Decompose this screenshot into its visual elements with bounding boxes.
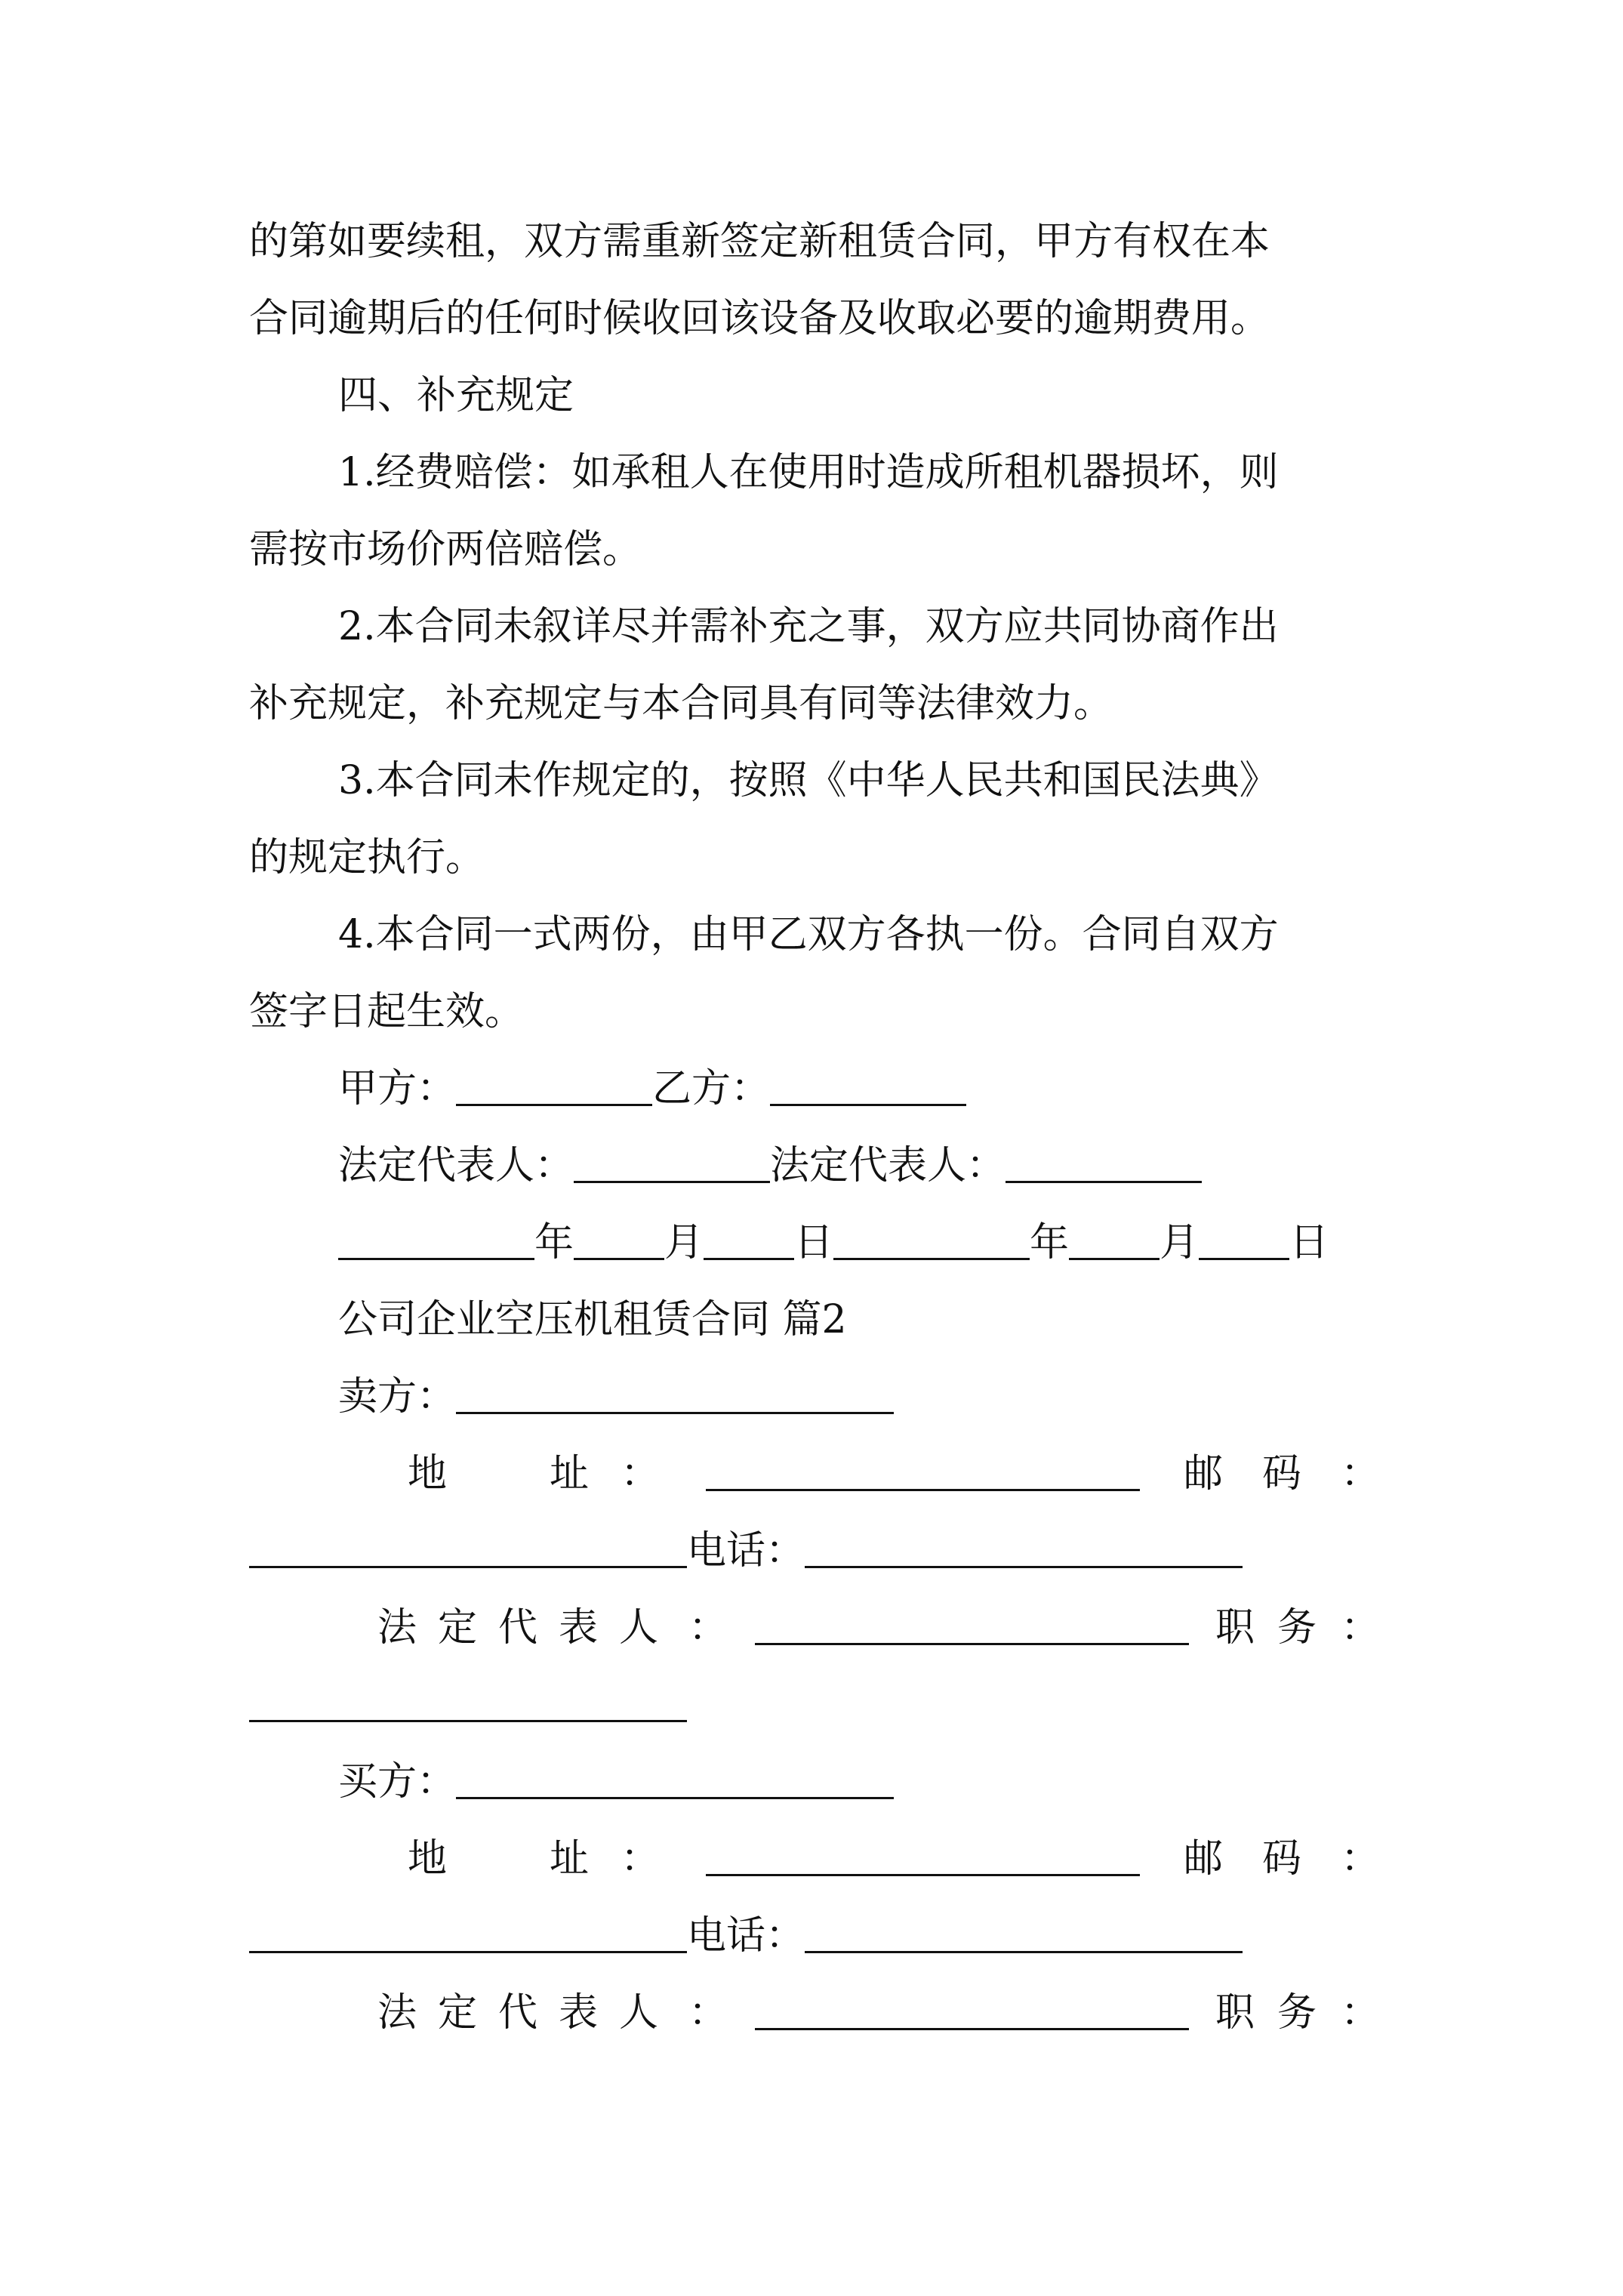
legal-rep-b-label: 法定代表人： — [770, 1143, 1006, 1188]
signature-legal-reps — [338, 1143, 1202, 1188]
section-heading: 四、补充规定 — [338, 373, 574, 418]
year-label: 年 — [534, 1220, 574, 1265]
legal-rep-char: 代 — [498, 1990, 538, 2036]
body-line: 的第如要续租，双方需重新签定新租赁合同，甲方有权在本 — [249, 219, 1270, 264]
party-b-label: 乙方： — [652, 1066, 771, 1111]
body-line: 需按市场价两倍赔偿。 — [249, 527, 642, 572]
signature-dates — [338, 1220, 1329, 1265]
legal-rep-char: 人 — [619, 1990, 659, 2036]
legal-rep-char: ： — [688, 1990, 728, 2036]
postcode-char: 码 — [1262, 1451, 1302, 1496]
party-b-blank[interactable] — [770, 1066, 966, 1106]
buyer-line — [338, 1759, 894, 1804]
address-char: ： — [621, 1451, 661, 1496]
clause-3: 3.本合同未作规定的，按照《中华人民共和国民法典》 — [338, 758, 1279, 803]
address-char: ： — [621, 1836, 661, 1881]
buyer-phone-blank[interactable] — [805, 1913, 1243, 1953]
section-title: 公司企业空压机租赁合同 篇2 — [338, 1297, 847, 1342]
party-a-label: 甲方： — [338, 1066, 457, 1111]
position-char: ： — [1341, 1990, 1381, 2036]
legal-rep-char: 代 — [498, 1605, 538, 1650]
month-label: 月 — [1160, 1220, 1200, 1265]
month-b-blank[interactable] — [1069, 1220, 1160, 1260]
legal-rep-char: 法 — [377, 1605, 417, 1650]
day-label: 日 — [1289, 1220, 1329, 1265]
seller-line — [338, 1374, 894, 1419]
body-line: 的规定执行。 — [249, 835, 485, 880]
day-label: 日 — [794, 1220, 834, 1265]
seller-phone-line — [249, 1528, 1243, 1573]
address-char: 址 — [550, 1836, 590, 1881]
day-b-blank[interactable] — [1199, 1220, 1289, 1260]
position-char: 务 — [1277, 1605, 1317, 1650]
clause-2: 2.本合同未叙详尽并需补充之事，双方应共同协商作出 — [338, 604, 1279, 649]
year-label: 年 — [1030, 1220, 1070, 1265]
position-char: 职 — [1215, 1990, 1255, 2036]
month-a-blank[interactable] — [574, 1220, 664, 1260]
body-line: 补充规定，补充规定与本合同具有同等法律效力。 — [249, 681, 1113, 726]
address-char: 址 — [550, 1451, 590, 1496]
seller-postcode-blank[interactable] — [249, 1528, 687, 1568]
party-a-blank[interactable] — [456, 1066, 652, 1106]
legal-rep-char: 表 — [559, 1990, 599, 2036]
legal-rep-b-blank[interactable] — [1006, 1143, 1202, 1183]
buyer-legal-rep-blank[interactable] — [755, 1990, 1189, 2030]
postcode-char: 码 — [1262, 1836, 1302, 1881]
year-a-blank[interactable] — [338, 1220, 534, 1260]
year-b-blank[interactable] — [833, 1220, 1030, 1260]
position-char: ： — [1341, 1605, 1381, 1650]
postcode-char: ： — [1341, 1451, 1381, 1496]
postcode-char: ： — [1341, 1836, 1381, 1881]
buyer-phone-line — [249, 1913, 1243, 1959]
month-label: 月 — [664, 1220, 704, 1265]
buyer-address-blank[interactable] — [706, 1836, 1140, 1876]
position-char: 务 — [1277, 1990, 1317, 2036]
buyer-address-line — [0, 1836, 1623, 1881]
postcode-char: 邮 — [1184, 1451, 1224, 1496]
buyer-blank[interactable] — [456, 1759, 894, 1799]
body-line: 合同逾期后的任何时候收回该设备及收取必要的逾期费用。 — [249, 296, 1270, 341]
body-line: 签字日起生效。 — [249, 989, 525, 1034]
legal-rep-char: 人 — [619, 1605, 659, 1650]
seller-position-line — [249, 1682, 687, 1727]
seller-blank[interactable] — [456, 1374, 894, 1414]
clause-1: 1.经费赔偿：如承租人在使用时造成所租机器损坏，则 — [338, 450, 1279, 495]
address-char: 地 — [408, 1451, 448, 1496]
seller-label: 卖方： — [338, 1374, 457, 1419]
seller-legal-rep-blank[interactable] — [755, 1605, 1189, 1645]
clause-4: 4.本合同一式两份，由甲乙双方各执一份。合同自双方 — [338, 912, 1279, 957]
phone-label: 电话： — [687, 1528, 805, 1573]
buyer-label: 买方： — [338, 1759, 457, 1804]
legal-rep-a-blank[interactable] — [574, 1143, 770, 1183]
buyer-postcode-blank[interactable] — [249, 1913, 687, 1953]
legal-rep-char: 定 — [438, 1990, 478, 2036]
seller-phone-blank[interactable] — [805, 1528, 1243, 1568]
legal-rep-char: 定 — [438, 1605, 478, 1650]
legal-rep-char: ： — [688, 1605, 728, 1650]
signature-parties — [338, 1066, 966, 1111]
seller-address-blank[interactable] — [706, 1451, 1140, 1491]
position-char: 职 — [1215, 1605, 1255, 1650]
seller-position-blank[interactable] — [249, 1682, 687, 1722]
phone-label: 电话： — [687, 1913, 805, 1959]
seller-address-line — [0, 1451, 1623, 1496]
legal-rep-char: 法 — [377, 1990, 417, 2036]
postcode-char: 邮 — [1184, 1836, 1224, 1881]
legal-rep-a-label: 法定代表人： — [338, 1143, 574, 1188]
legal-rep-char: 表 — [559, 1605, 599, 1650]
buyer-legal-rep-line — [0, 1990, 1623, 2036]
day-a-blank[interactable] — [704, 1220, 794, 1260]
address-char: 地 — [408, 1836, 448, 1881]
seller-legal-rep-line — [0, 1605, 1623, 1650]
